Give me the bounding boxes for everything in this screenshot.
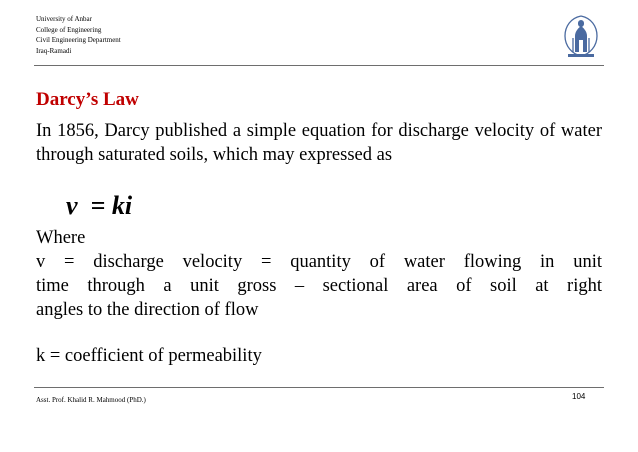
slide-title: Darcy’s Law [36, 89, 139, 110]
university-crest-icon [558, 12, 604, 62]
velocity-definition-line-1: v = discharge velocity = quantity of water flowing in unit [36, 252, 602, 272]
definition-block [36, 226, 602, 322]
header-department: Civil Engineering Department [36, 36, 121, 44]
header-college: College of Engineering [36, 25, 102, 34]
footer-author: Asst. Prof. Khalid R. Mahmood (PhD.) [36, 396, 146, 404]
footer-divider [34, 387, 604, 388]
velocity-definition-line-2: time through a unit gross – sectional area of soil at right [36, 276, 602, 296]
intro-paragraph: In 1856, Darcy published a simple equation for discharge velocity of water through saturated soils, which may expressed as [36, 121, 602, 165]
header-university: University of Anbar [36, 15, 92, 23]
velocity-definition-line-3: angles to the direction of flow [36, 300, 259, 320]
permeability-definition: k = coefficient of permeability [36, 346, 262, 366]
page-number: 104 [572, 392, 586, 401]
institution-header [36, 14, 121, 56]
header-location: Iraq-Ramadi [36, 46, 72, 55]
header-divider [34, 65, 604, 66]
darcy-formula: v = ki [66, 191, 133, 220]
where-label: Where [36, 228, 86, 248]
